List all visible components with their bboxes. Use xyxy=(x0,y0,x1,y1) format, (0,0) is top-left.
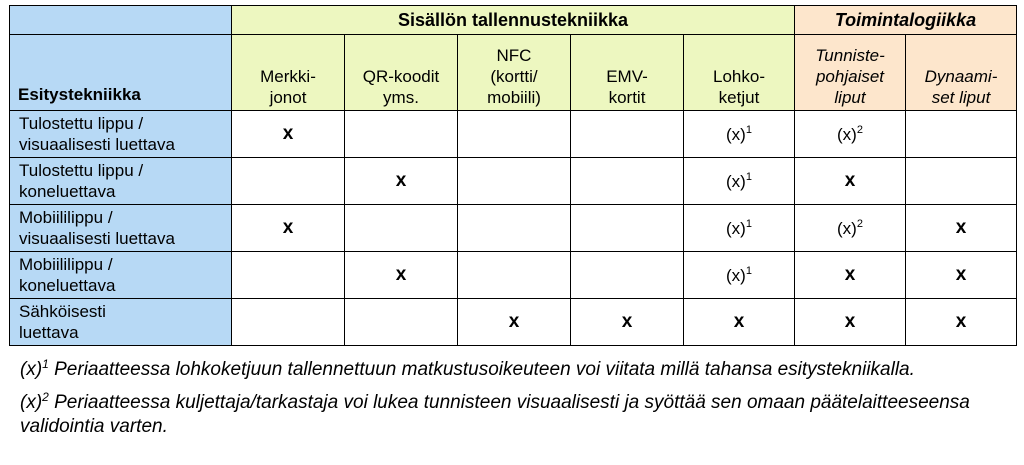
col-header-line: Merkki- xyxy=(260,67,316,86)
footnote-number: 2 xyxy=(42,390,49,404)
table-cell xyxy=(345,158,458,205)
footnote-marker: (x) xyxy=(20,392,43,413)
table-cell xyxy=(684,205,795,252)
cell-footnote-ref: 2 xyxy=(856,123,863,136)
row-header-line: luettava xyxy=(19,323,79,342)
corner-top-cell xyxy=(10,6,232,35)
row-header-line: koneluettava xyxy=(19,182,116,201)
cell-mark: x xyxy=(955,217,967,238)
table-cell xyxy=(684,252,795,299)
table-cell xyxy=(458,205,571,252)
col-header-line: EMV- xyxy=(606,67,648,86)
table-cell xyxy=(571,111,684,158)
table-cell xyxy=(232,205,345,252)
table-cell xyxy=(458,111,571,158)
col-header-line: kortit xyxy=(608,88,646,107)
table-cell xyxy=(458,299,571,346)
corner-label: Esitystekniikka xyxy=(10,35,232,111)
table-row xyxy=(10,205,1017,252)
cell-footnote-ref: 1 xyxy=(745,264,752,277)
table-row xyxy=(10,158,1017,205)
footnote-text: Periaatteessa lohkoketjuun tallennettuun matkustusoikeuteen voi viitata millä tahansa esitystekniikalla. xyxy=(48,359,915,380)
cell-mark: x xyxy=(508,311,520,332)
storage-group-header: Sisällön tallennustekniikka xyxy=(232,6,795,35)
cell-mark: x xyxy=(844,264,856,285)
table-cell xyxy=(458,252,571,299)
table-cell xyxy=(345,111,458,158)
row-header-line: koneluettava xyxy=(19,276,116,295)
footnote xyxy=(20,352,1010,382)
table-cell xyxy=(795,299,906,346)
footnote-marker: (x) xyxy=(20,359,43,380)
cell-footnote-ref: 1 xyxy=(745,123,752,136)
table-cell xyxy=(684,111,795,158)
table-cell xyxy=(345,252,458,299)
col-header-line: (kortti/ xyxy=(490,67,538,86)
cell-footnote-ref: 1 xyxy=(745,217,752,230)
table-cell xyxy=(795,158,906,205)
table-cell xyxy=(684,299,795,346)
table-row xyxy=(10,299,1017,346)
table-cell xyxy=(571,299,684,346)
col-header-line: Dynaami- xyxy=(924,67,998,86)
col-header-line: ketjut xyxy=(718,88,760,107)
row-header-line: visuaalisesti luettava xyxy=(19,135,175,154)
col-header-line: jonot xyxy=(269,88,307,107)
ticket-technology-table xyxy=(9,5,1017,346)
cell-footnote-ref: 1 xyxy=(745,170,752,183)
group-header-row xyxy=(10,6,1017,35)
col-header-line: mobiili) xyxy=(487,88,541,107)
table-cell xyxy=(458,158,571,205)
col-header-line: set liput xyxy=(931,88,991,107)
table-cell xyxy=(906,299,1017,346)
table-cell xyxy=(571,158,684,205)
row-header xyxy=(10,252,232,299)
table-cell xyxy=(345,205,458,252)
row-header xyxy=(10,111,232,158)
column-header-row xyxy=(10,35,1017,111)
table-cell xyxy=(906,252,1017,299)
table-cell xyxy=(795,111,906,158)
col-header xyxy=(571,35,684,111)
cell-mark: x xyxy=(733,311,745,332)
table-row xyxy=(10,252,1017,299)
row-header-line: Tulostettu lippu / xyxy=(19,161,144,180)
cell-mark: x xyxy=(395,170,407,191)
table-cell xyxy=(571,205,684,252)
cell-mark: x xyxy=(282,123,294,144)
row-header-line: Sähköisesti xyxy=(19,302,106,321)
row-header xyxy=(10,299,232,346)
col-header xyxy=(795,35,906,111)
cell-mark: x xyxy=(621,311,633,332)
col-header-line: yms. xyxy=(383,88,419,107)
table-body xyxy=(10,111,1017,346)
table-cell xyxy=(906,111,1017,158)
col-header xyxy=(232,35,345,111)
cell-mark: x xyxy=(955,264,967,285)
table-cell xyxy=(795,252,906,299)
row-header-line: Mobiililippu / xyxy=(19,255,113,274)
table-cell xyxy=(906,205,1017,252)
cell-mark: (x) xyxy=(726,124,746,144)
cell-mark: x xyxy=(395,264,407,285)
table-cell xyxy=(232,111,345,158)
table-cell xyxy=(345,299,458,346)
col-header-line: liput xyxy=(834,88,866,107)
table-cell xyxy=(232,252,345,299)
cell-mark: (x) xyxy=(837,124,857,144)
table-cell xyxy=(795,205,906,252)
table-cell xyxy=(232,158,345,205)
cell-mark: (x) xyxy=(726,265,746,285)
col-header-line: pohjaiset xyxy=(815,67,885,86)
footnote-number: 1 xyxy=(42,357,49,371)
col-header xyxy=(345,35,458,111)
footnotes xyxy=(20,352,1010,442)
cell-mark: x xyxy=(844,311,856,332)
col-header xyxy=(684,35,795,111)
table-cell xyxy=(684,158,795,205)
footnote-text: Periaatteessa kuljettaja/tarkastaja voi lukea tunnisteen visuaalisesti ja syöttää sen omaan päätelaitteeseensa validointia varten. xyxy=(20,392,970,437)
table-cell xyxy=(232,299,345,346)
col-header xyxy=(458,35,571,111)
row-header-line: Tulostettu lippu / xyxy=(19,114,144,133)
table-cell xyxy=(906,158,1017,205)
table-row xyxy=(10,111,1017,158)
table-cell xyxy=(571,252,684,299)
col-header-line: Tunniste- xyxy=(815,46,885,65)
cell-mark: (x) xyxy=(726,218,746,238)
cell-mark: x xyxy=(955,311,967,332)
row-header xyxy=(10,205,232,252)
row-header xyxy=(10,158,232,205)
cell-mark: x xyxy=(844,170,856,191)
logic-group-header: Toimintalogiikka xyxy=(795,6,1017,35)
cell-mark: x xyxy=(282,217,294,238)
col-header-line: Lohko- xyxy=(713,67,765,86)
col-header xyxy=(906,35,1017,111)
row-header-line: visuaalisesti luettava xyxy=(19,229,175,248)
col-header-line: NFC xyxy=(496,46,532,65)
cell-mark: (x) xyxy=(837,218,857,238)
col-header-line: QR-koodit xyxy=(362,67,440,86)
row-header-line: Mobiililippu / xyxy=(19,208,113,227)
cell-mark: (x) xyxy=(726,171,746,191)
footnote xyxy=(20,385,1010,439)
cell-footnote-ref: 2 xyxy=(856,217,863,230)
